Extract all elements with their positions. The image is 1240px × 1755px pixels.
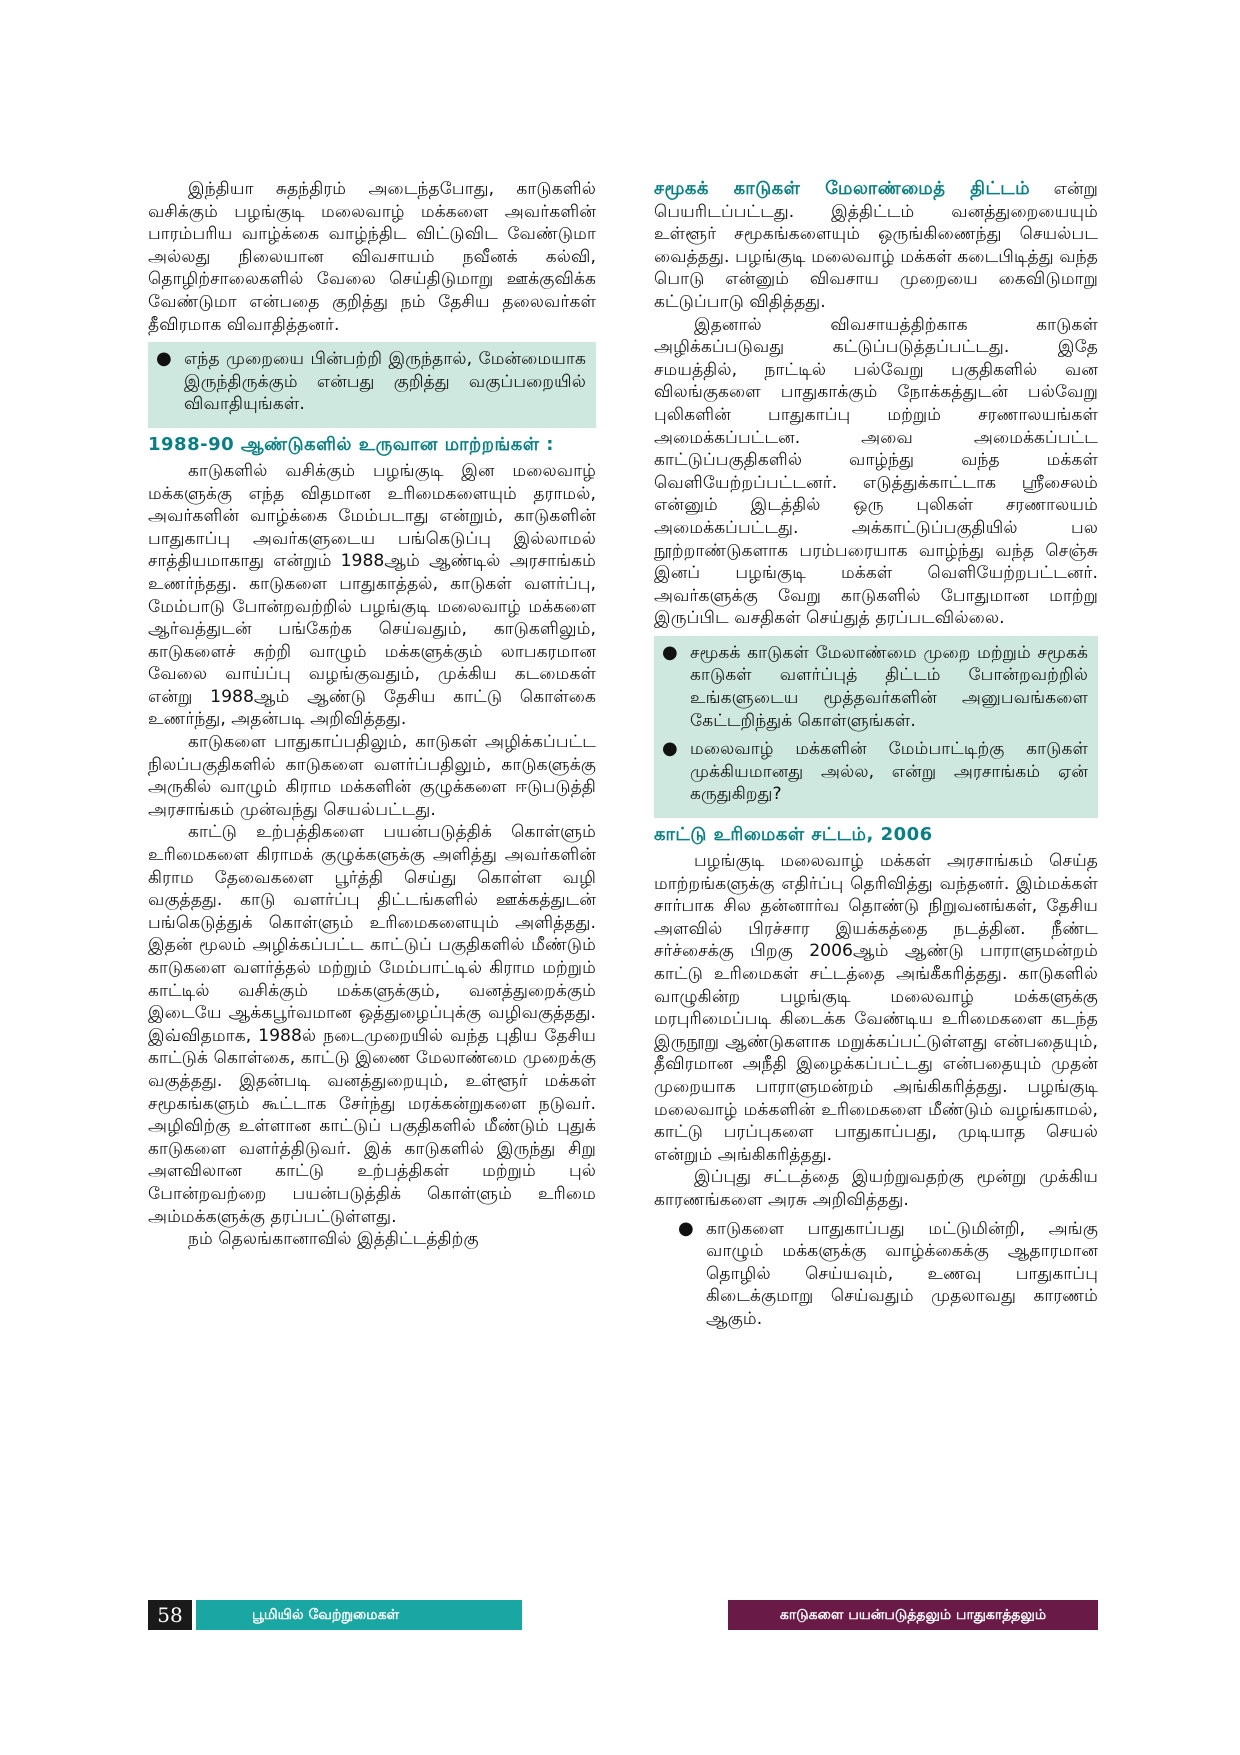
paragraph: பழங்குடி மலைவாழ் மக்கள் அரசாங்கம் செய்த மாற்றங்களுக்கு எதிர்ப்பு தெரிவித்து வந்தனர். இம்மக்கள் சார்பாக சில தன்னார்வ தொண்டு நிறுவனங்கள், தேசிய அளவில் பிரச்சார இயக்கத்தை நடத்தின. நீண்ட சர்ச்சைக்கு பிறகு 2006ஆம் ஆண்டு பாராளுமன்றம் காட்டு உரிமைகள் சட்டத்தை அங்கீகரித்தது. காடுகளில் வாழுகின்ற பழங்குடி மலைவாழ் மக்களுக்கு மரபுரிமைப்படி கிடைக்க வேண்டிய உரிமைகளை கடந்த இருநூறு ஆண்டுகளாக மறுக்கப்பட்டுள்ளது என்பதையும், தீவிரமான அநீதி இழைக்கப்பட்டது என்பதையும் முதன் முறையாக பாராளுமன்றம் அங்கிகரித்தது. பழங்குடி மலைவாழ் மக்களின் உரிமைகளை மீண்டும் வழங்காமல், காட்டு பரப்புகளை பாதுகாப்பது, முடியாத செயல் என்றும் அங்கிகரித்தது. <box>654 851 1098 1165</box>
paragraph-text: என்று பெயரிடப்பட்டது. இத்திட்டம் வனத்துறையையும் உள்ளூர் சமூகங்களையும் ஒருங்கிணைந்து செயல்பட வைத்தது. பழங்குடி மலைவாழ் மக்கள் கடைபிடித்து வந்த பொடு என்னும் விவசாய முறையை கைவிடுமாறு கட்டுப்பாடு விதித்தது. <box>654 179 1099 312</box>
activity-item <box>662 738 1088 806</box>
list-item-text: காடுகளை பாதுகாப்பது மட்டுமின்றி, அங்கு வாழும் மக்களுக்கு வாழ்க்கைக்கு ஆதாரமான தொழில் செய்யவும், உணவு பாதுகாப்பு கிடைக்குமாறு செய்வதும் முதலாவது காரணம் ஆகும். <box>706 1218 1098 1329</box>
paragraph: இதனால் விவசாயத்திற்காக காடுகள் அழிக்கப்படுவது கட்டுப்படுத்தப்பட்டது. இதே சமயத்தில், நாட்டில் பல்வேறு பகுதிகளில் வன விலங்குகளை பாதுகாக்கும் நோக்கத்துடன் பல்வேறு புலிகளின் பாதுகாப்பு மற்றும் சரணாலயங்கள் அமைக்கப்பட்டன. அவை அமைக்கப்பட்ட காட்டுப்பகுதிகளில் வாழ்ந்து வந்த மக்கள் வெளியேற்றப்பட்டனர். எடுத்துக்காட்டாக ஸ்ரீசைலம் என்னும் இடத்தில் ஒரு புலிகள் சரணாலயம் அமைக்கப்பட்டது. அக்காட்டுப்பகுதியில் பல நூற்றாண்டுகளாக பரம்பரையாக வாழ்ந்து வந்த செஞ்சு இனப் பழங்குடி மக்கள் வெளியேற்றபட்டனர். அவர்களுக்கு வேறு காடுகளில் போதுமான மாற்று இருப்பிட வசதிகள் செய்துத் தரப்படவில்லை. <box>654 314 1098 629</box>
paragraph: காடுகளில் வசிக்கும் பழங்குடி இன மலைவாழ் மக்களுக்கு எந்த விதமான உரிமைகளையும் தராமல், அவர்களின் வாழ்க்கை மேம்படாது என்றும், காடுகளின் பாதுகாப்பு அவர்களுடைய பங்கெடுப்பு இல்லாமல் சாத்தியமாகாது என்றும் 1988ஆம் ஆண்டில் அரசாங்கம் உணர்ந்தது. காடுகளை பாதுகாத்தல், காடுகள் வளர்ப்பு, மேம்பாடு போன்றவற்றில் பழங்குடி மலைவாழ் மக்களை ஆர்வத்துடன் பங்கேற்க செய்வதும், காடுகளிலும், காடுகளைச் சுற்றி வாழும் மக்களுக்கும் லாபகரமான வேலை வாய்ப்பு வழங்குவதும், முக்கிய கடமைகள் என்று 1988ஆம் ஆண்டு தேசிய காட்டு கொள்கை உணர்ந்து, அதன்படி அறிவித்தது. <box>148 460 596 730</box>
bullet-icon: ● <box>662 641 678 663</box>
paragraph: இந்தியா சுதந்திரம் அடைந்தபோது, காடுகளில் வசிக்கும் பழங்குடி மலைவாழ் மக்களை அவர்களின் பாரம்பரிய வாழ்க்கை வாழ்ந்திட விட்டுவிட வேண்டுமா அல்லது நிலையான விவசாயம் நவீனக் கல்வி, தொழிற்சாலைகளில் வேலை செய்திடுமாறு ஊக்குவிக்க வேண்டுமா என்பதை குறித்து நம் தேசிய தலைவர்கள் தீவிரமாக விவாதித்தனர். <box>148 179 596 335</box>
activity-box <box>654 636 1098 818</box>
activity-box <box>148 342 596 428</box>
bullet-icon: ● <box>156 348 172 370</box>
right-column <box>654 178 1098 1331</box>
page-number: 58 <box>148 1600 192 1630</box>
activity-item <box>156 348 586 416</box>
section-heading: காட்டு உரிமைகள் சட்டம், 2006 <box>654 824 933 846</box>
activity-text: எந்த முறையை பின்பற்றி இருந்தால், மேன்மையாக இருந்திருக்கும் என்பது குறித்து வகுப்பறையில் விவாதியுங்கள். <box>184 349 586 415</box>
paragraph: இப்புது சட்டத்தை இயற்றுவதற்கு மூன்று முக்கிய காரணங்களை அரசு அறிவித்தது. <box>654 1167 1098 1210</box>
book-title-bar: பூமியில் வேற்றுமைகள் <box>196 1600 522 1630</box>
paragraph: காடுகளை பாதுகாப்பதிலும், காடுகள் அழிக்கப்பட்ட நிலப்பகுதிகளில் காடுகளை வளர்ப்பதிலும், காடுகளுக்கு அருகில் வாழும் கிராம மக்களின் குழுக்களை ஈடுபடுத்தி அரசாங்கம் முன்வந்து செயல்பட்டது. <box>148 732 596 820</box>
activity-item <box>662 642 1088 732</box>
activity-text: மலைவாழ் மக்களின் மேம்பாட்டிற்கு காடுகள் முக்கியமானது அல்ல, என்று அரசாங்கம் ஏன் கருதுகிறது? <box>690 739 1088 805</box>
bullet-icon: ● <box>678 1217 694 1239</box>
inline-heading: சமூகக் காடுகள் மேலாண்மைத் திட்டம் <box>654 178 1031 199</box>
bullet-list <box>654 1218 1098 1331</box>
paragraph: காட்டு உற்பத்திகளை பயன்படுத்திக் கொள்ளும் உரிமைகளை கிராமக் குழுக்களுக்கு அளித்து அவர்களின் கிராம தேவைகளை பூர்த்தி செய்து கொள்ள வழி வகுத்தது. காடு வளர்ப்பு திட்டங்களில் ஊக்கத்துடன் பங்கெடுத்துக் கொள்ளும் உரிமைகளையும் அளித்தது. இதன் மூலம் அழிக்கப்பட்ட காட்டுப் பகுதிகளில் மீண்டும் காடுகளை வளர்த்தல் மற்றும் மேம்பாட்டில் கிராம மற்றும் காட்டில் வசிக்கும் மக்களுக்கும், வனத்துறைக்கும் இடையே ஆக்கபூர்வமான ஒத்துழைப்புக்கு வழிவகுத்தது. இவ்விதமாக, 1988ல் நடைமுறையில் வந்த புதிய தேசிய காட்டுக் கொள்கை, காட்டு இணை மேலாண்மை முறைக்கு வகுத்தது. இதன்படி வனத்துறையும், உள்ளூர் மக்கள் சமூகங்களும் கூட்டாக சேர்ந்து மரக்கன்றுகளை நடுவர். அழிவிற்கு உள்ளான காட்டுப் பகுதிகளில் மீண்டும் புதுக் காடுகளை வளர்த்திடுவர். இக் காடுகளில் இருந்து சிறு அளவிலான காட்டு உற்பத்திகள் மற்றும் புல் போன்றவற்றை பயன்படுத்திக் கொள்ளும் உரிமை அம்மக்களுக்கு தரப்பட்டுள்ளது. <box>148 822 596 1227</box>
chapter-title-bar: காடுகளை பயன்படுத்தலும் பாதுகாத்தலும் <box>728 1600 1098 1630</box>
left-column <box>148 178 596 1251</box>
list-item <box>654 1218 1098 1331</box>
bullet-icon: ● <box>662 738 678 760</box>
section-heading: 1988-90 ஆண்டுகளில் உருவான மாற்றங்கள் : <box>148 433 554 455</box>
paragraph: நம் தெலங்கானாவில் இத்திட்டத்திற்கு <box>188 1229 479 1250</box>
paragraph <box>654 178 1098 314</box>
activity-text: சமூகக் காடுகள் மேலாண்மை முறை மற்றும் சமூகக் காடுகள் வளர்ப்புத் திட்டம் போன்றவற்றில் உங்களுடைய மூத்தவர்களின் அனுபவங்களை கேட்டறிந்துக் கொள்ளுங்கள். <box>690 642 1088 731</box>
